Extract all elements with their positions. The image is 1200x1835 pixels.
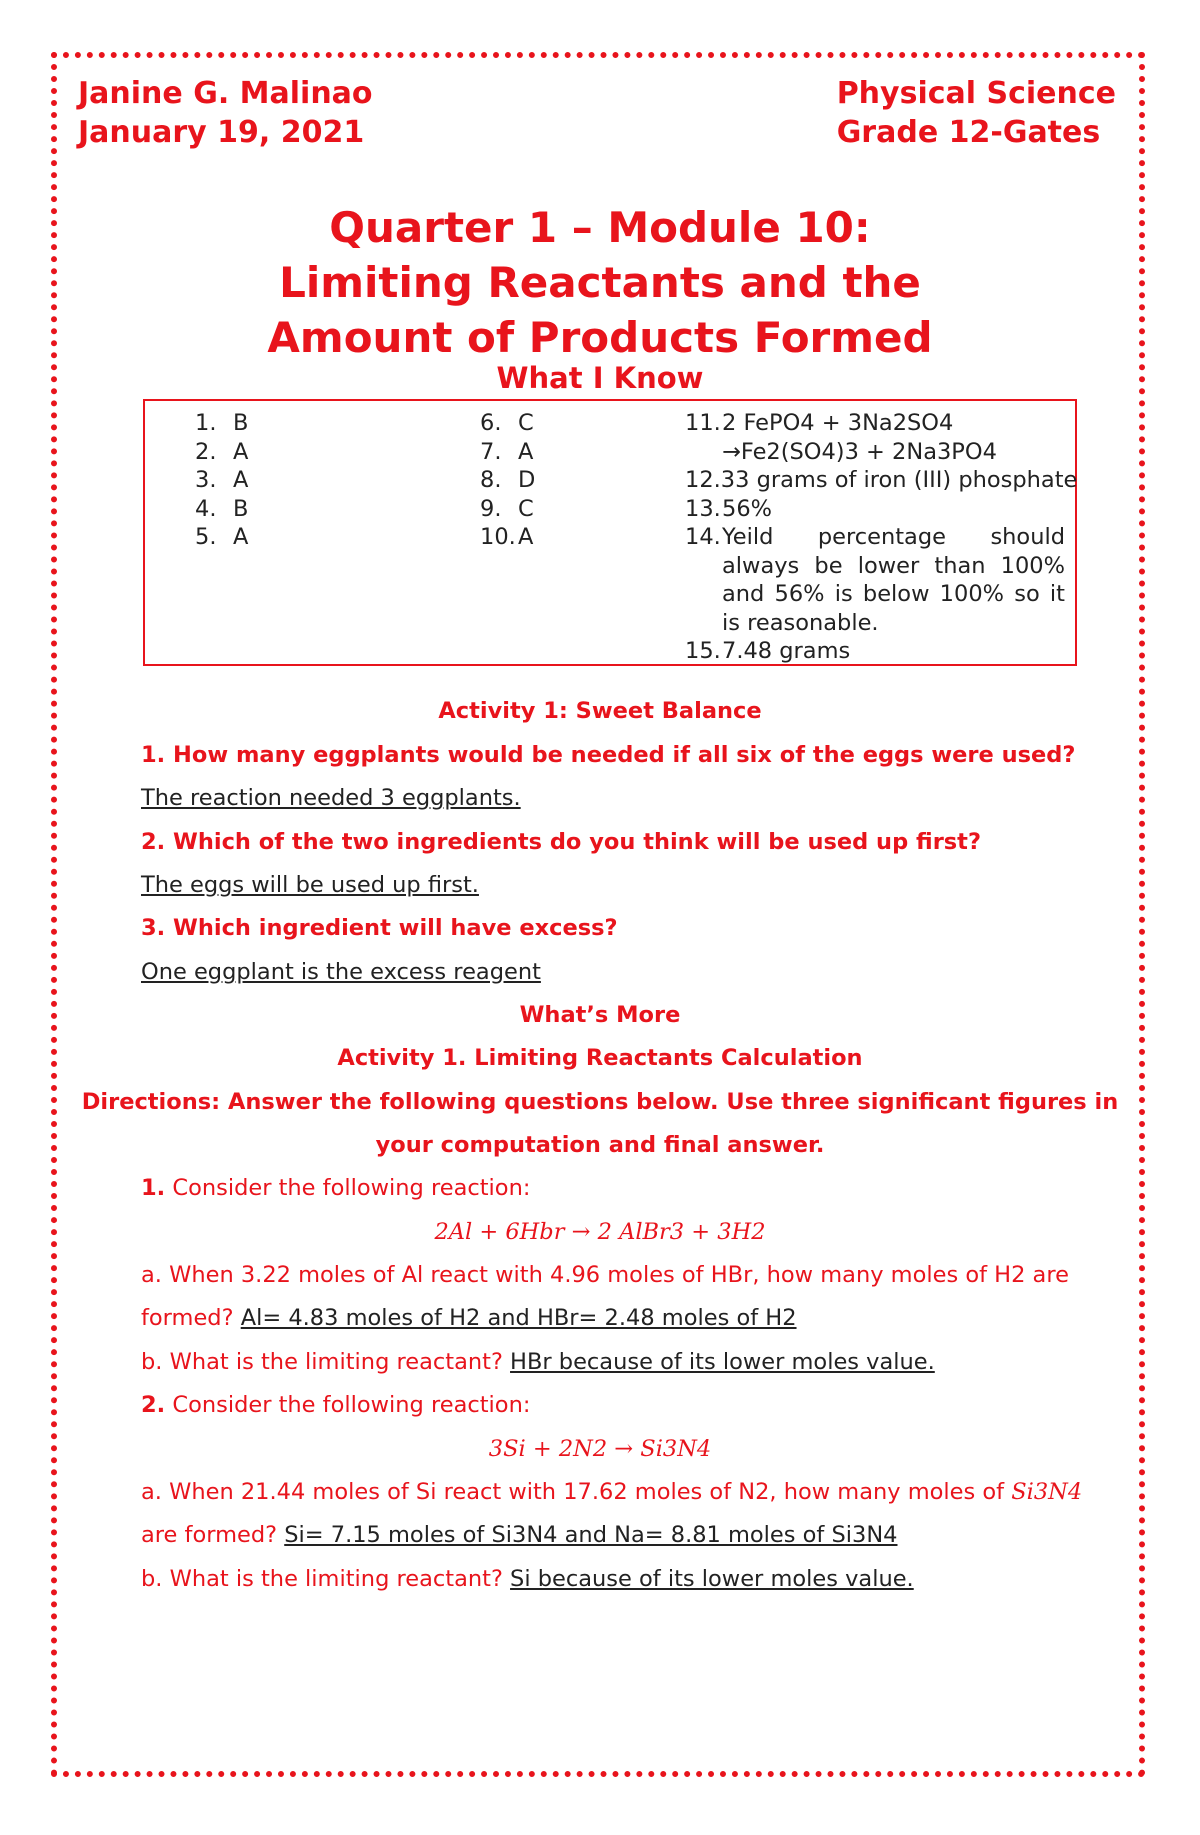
header-left <box>78 74 373 152</box>
answer-item: 14. Yeild percentage should always be lower than 100% and 56% is below 100% so it is reasonable. <box>685 524 1065 636</box>
answer-column-2 <box>480 409 535 552</box>
answer-item: 5. A <box>195 524 249 550</box>
answer-item: 12. 33 grams of iron (III) phosphate <box>685 467 1078 493</box>
section-heading-what-i-know: What I Know <box>496 361 704 395</box>
answer-item: 9. C <box>480 495 534 522</box>
problem-2-intro <box>141 1392 530 1418</box>
answer-2: The eggs will be used up first. <box>141 872 479 898</box>
problem-1-text: Consider the following reaction: <box>165 1175 531 1201</box>
problem-2a-answer: Si= 7.15 moles of Si3N4 and Na= 8.81 moles of Si3N4 <box>284 1522 898 1548</box>
problem-1b-answer: HBr because of its lower moles value. <box>510 1349 935 1375</box>
title-line-1: Quarter 1 – Module 10: <box>329 203 871 252</box>
subject-name: Physical Science <box>836 76 1116 111</box>
problem-1a-answer: Al= 4.83 moles of H2 and HBr= 2.48 moles of H2 <box>240 1305 797 1331</box>
answer-item: 7. A <box>480 438 534 465</box>
directions-line-1: Directions: Answer the following questions below. Use three significant figures in <box>81 1089 1119 1115</box>
problem-1a-line-2 <box>141 1305 797 1331</box>
answer-item: 4. B <box>195 495 249 522</box>
grade-section: Grade 12-Gates <box>836 115 1101 150</box>
problem-2b-answer: Si because of its lower moles value. <box>510 1566 914 1592</box>
directions-line-2: your computation and final answer. <box>375 1132 825 1158</box>
problem-2a-question-text: a. When 21.44 moles of Si react with 17.62 moles of N2, how many moles of <box>141 1479 1012 1505</box>
problem-1a-question-cont: formed? <box>141 1305 241 1331</box>
equation-1: 2Al + 6Hbr → 2 AlBr3 + 3H2 <box>434 1219 766 1245</box>
answer-item: 10.A <box>480 524 534 550</box>
problem-2b <box>141 1566 914 1592</box>
question-1: 1. How many eggplants would be needed if all six of the eggs were used? <box>141 742 1076 768</box>
problem-2a-line-2 <box>141 1522 898 1548</box>
answer-3: One eggplant is the excess reagent <box>141 959 541 985</box>
header-right <box>837 74 1116 152</box>
problem-2a-formula: Si3N4 <box>1011 1479 1083 1505</box>
question-2: 2. Which of the two ingredients do you think will be used up first? <box>141 829 981 855</box>
question-3: 3. Which ingredient will have excess? <box>141 915 618 941</box>
module-title <box>0 200 1200 365</box>
whats-more-heading: What’s More <box>519 1002 681 1028</box>
answer-key-box <box>143 399 1077 666</box>
answer-1: The reaction needed 3 eggplants. <box>141 785 521 811</box>
equation-2: 3Si + 2N2 → Si3N4 <box>488 1436 712 1462</box>
problem-1-number: 1. <box>141 1175 166 1201</box>
answer-item: 6. C <box>480 410 534 436</box>
answer-column-1 <box>195 409 248 552</box>
problem-2b-question: b. What is the limiting reactant? <box>141 1566 511 1592</box>
activity-1-title: Activity 1: Sweet Balance <box>438 698 762 724</box>
title-line-2: Limiting Reactants and the <box>279 258 921 307</box>
problem-2a-question-cont: are formed? <box>141 1522 285 1548</box>
answer-item: 3. A <box>195 467 249 493</box>
problem-1a-question: a. When 3.22 moles of Al react with 4.96 moles of HBr, how many moles of H2 are <box>141 1262 1069 1288</box>
problem-2-number: 2. <box>141 1392 166 1418</box>
answer-item: 2. A <box>195 438 249 465</box>
activity-title: Activity 1. Limiting Reactants Calculation <box>337 1045 863 1071</box>
problem-1b-question: b. What is the limiting reactant? <box>141 1349 511 1375</box>
problem-2a-question <box>141 1479 1082 1505</box>
title-line-3: Amount of Products Formed <box>267 313 933 362</box>
answer-item: 15. 7.48 grams <box>685 638 851 664</box>
problem-1b <box>141 1349 935 1375</box>
answer-item: →Fe2(SO4)3 + 2Na3PO4 <box>722 438 997 465</box>
problem-1-intro <box>141 1175 530 1201</box>
student-name: Janine G. Malinao <box>78 76 373 111</box>
answer-item: 11. 2 FePO4 + 3Na2SO4 <box>685 410 954 436</box>
answer-item: 13. 56% <box>685 495 773 522</box>
answer-column-3 <box>685 409 1078 666</box>
answer-item: 8. D <box>480 467 536 493</box>
answer-item: 1. B <box>195 410 249 436</box>
problem-2-text: Consider the following reaction: <box>165 1392 531 1418</box>
submission-date: January 19, 2021 <box>78 115 365 150</box>
